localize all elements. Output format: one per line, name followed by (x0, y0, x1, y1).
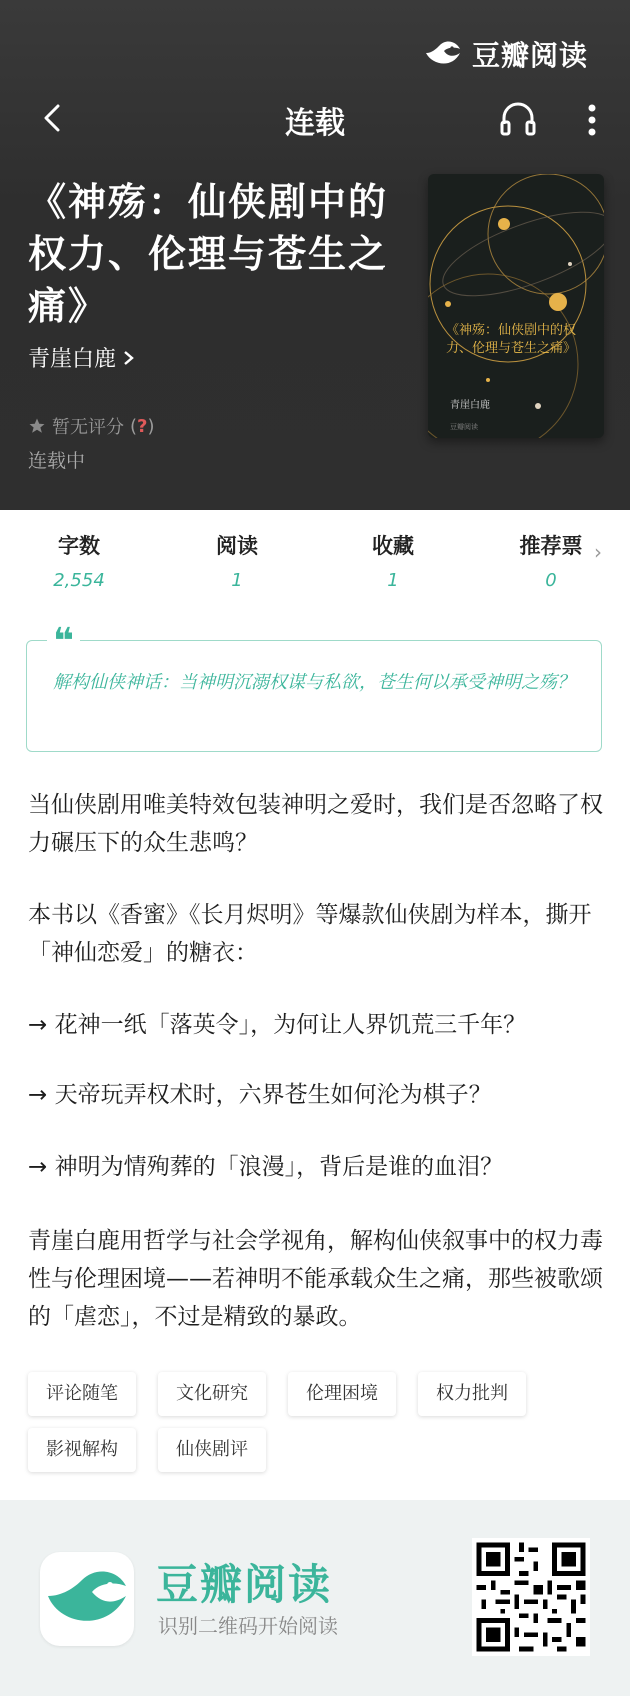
qr-code[interactable] (472, 1538, 590, 1656)
book-header (0, 0, 630, 510)
tag-chip[interactable]: 仙侠剧评 (158, 1428, 266, 1472)
page-title: 连载 (285, 106, 345, 141)
book-title: 《神殇：仙侠剧中的权力、伦理与苍生之痛》 (28, 180, 389, 328)
stat-value: 0 (545, 570, 557, 591)
cover-title: 《神殇：仙侠剧中的权力、伦理与苍生之痛》 (446, 323, 577, 356)
quote-mark-icon: ❝ (47, 627, 80, 657)
description-paragraph: → 神明为情殉葬的「浪漫」，背后是谁的血泪？ (28, 1154, 504, 1180)
stat-value: 1 (231, 570, 243, 591)
book-cover[interactable] (428, 174, 604, 438)
intro-quote (26, 621, 602, 752)
stat-label: 收藏 (372, 534, 414, 558)
brand-logo (424, 34, 588, 74)
star-icon (28, 417, 46, 435)
rating-help[interactable]: (?) (130, 415, 155, 437)
quote-text: 解构仙侠神话：当神明沉溺权谋与私欲，苍生何以承受神明之殇？ (53, 672, 575, 693)
stat-label: 推荐票 (519, 534, 583, 558)
author-name: 青崖白鹿 (28, 347, 117, 372)
description-paragraph: → 花神一纸「落英令」，为何让人界饥荒三千年？ (28, 1012, 527, 1038)
tag-chip[interactable]: 影视解构 (28, 1428, 136, 1472)
chevron-right-icon[interactable]: › (594, 540, 602, 564)
tag-chip[interactable]: 评论随笔 (28, 1372, 136, 1416)
description-paragraph: 青崖白鹿用哲学与社会学视角，解构仙侠叙事中的权力毒性与伦理困境——若神明不能承载众生之痛，那些被歌颂的「虐恋」，不过是精致的暴政。 (28, 1228, 603, 1330)
footer-subtitle: 识别二维码开始阅读 (158, 1614, 338, 1638)
author-link[interactable] (28, 342, 136, 373)
description-paragraph: 本书以《香蜜》《长月烬明》等爆款仙侠剧为样本，撕开「神仙恋爱」的糖衣： (28, 902, 592, 966)
footer-title: 豆瓣阅读 (156, 1560, 333, 1609)
rating-row (28, 413, 155, 439)
cover-publisher: 豆瓣阅读 (450, 423, 478, 431)
stat-label: 字数 (58, 534, 100, 558)
rating-text: 暂无评分 (52, 417, 124, 438)
description-paragraph: 当仙侠剧用唯美特效包装神明之爱时，我们是否忽略了权力碾压下的众生悲鸣？ (28, 792, 603, 856)
bird-logo-icon (424, 39, 464, 69)
stat-favorites (328, 530, 458, 591)
app-promo-footer (0, 1500, 630, 1696)
description-paragraph: → 天帝玩弄权术时，六界苍生如何沦为棋子？ (28, 1082, 492, 1108)
stat-reads (172, 530, 302, 591)
bird-logo-icon (46, 1566, 128, 1632)
brand-name: 豆瓣阅读 (471, 39, 588, 72)
tag-chip[interactable]: 文化研究 (158, 1372, 266, 1416)
rating-help-mark: ? (137, 415, 148, 437)
serial-status: 连载中 (28, 450, 86, 472)
stat-word-count (14, 530, 144, 591)
stat-label: 阅读 (216, 534, 258, 558)
cover-author: 青崖白鹿 (450, 400, 490, 411)
stats-bar (0, 510, 630, 600)
stat-value: 2,554 (53, 570, 105, 591)
headphone-icon[interactable] (498, 98, 538, 138)
stat-value: 1 (387, 570, 399, 591)
tag-chip[interactable]: 权力批判 (418, 1372, 526, 1416)
more-menu-icon[interactable] (582, 100, 602, 140)
tag-chip[interactable]: 伦理困境 (288, 1372, 396, 1416)
app-icon (40, 1552, 134, 1646)
chevron-right-icon (122, 349, 136, 367)
